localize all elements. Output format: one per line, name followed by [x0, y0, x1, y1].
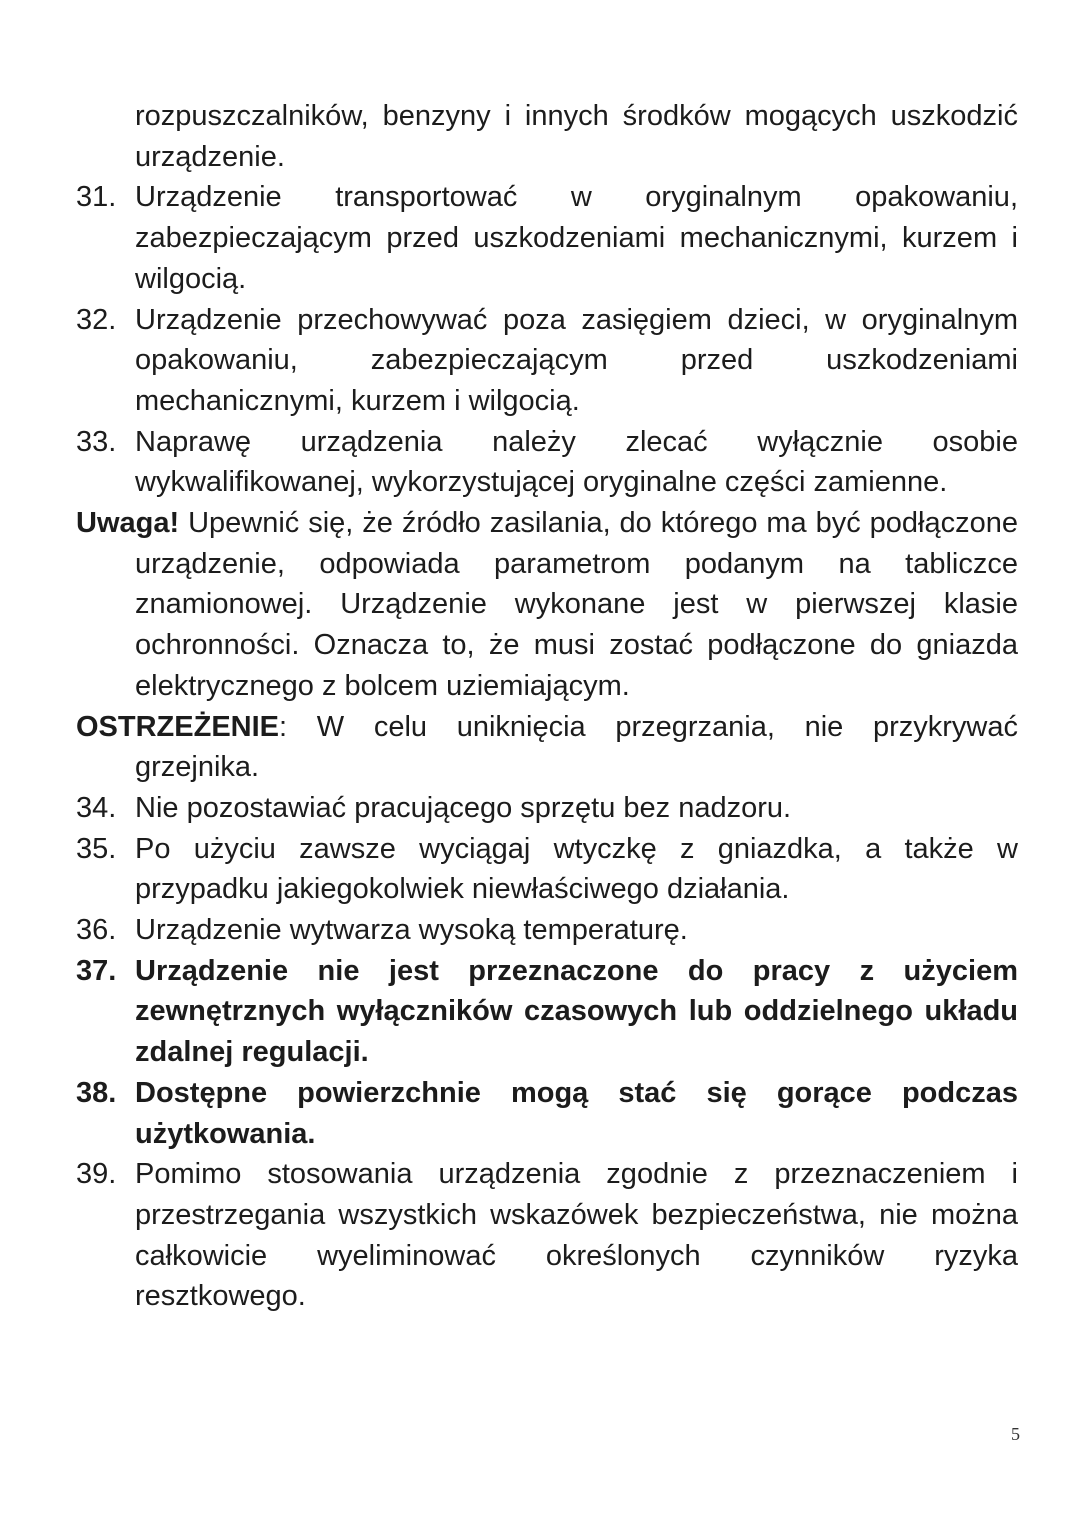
list-item-number: 39.: [76, 1158, 117, 1191]
list-item-text: Urządzenie wytwarza wysoką temperaturę.: [135, 914, 688, 947]
list-item-38: [76, 1073, 1018, 1154]
list-item-number: 36.: [76, 914, 117, 947]
list-item-text: Naprawę urządzenia należy zlecać wyłącznie osobie wykwalifikowanej, wykorzystującej oryginalne części zamienne.: [135, 425, 1018, 499]
list-item-34: [76, 788, 1018, 829]
list-item-text: Urządzenie przechowywać poza zasięgiem dzieci, w oryginalnym opakowaniu, zabezpieczającym przed uszkodzeniami mechanicznymi, kurzem i wilgocią.: [135, 303, 1018, 417]
warning-separator: :: [279, 710, 288, 743]
list-item-text: Urządzenie nie jest przeznaczone do pracy z użyciem zewnętrznych wyłączników czasowych lub oddzielnego układu zdalnej regulacji.: [135, 954, 1018, 1069]
list-item-number: 38.: [76, 1076, 117, 1109]
warning-text: W celu uniknięcia przegrzania, nie przykrywać grzejnika.: [135, 710, 1018, 784]
list-item-text: Urządzenie transportować w oryginalnym opakowaniu, zabezpieczającym przed uszkodzeniami mechanicznymi, kurzem i wilgocią.: [135, 181, 1018, 295]
list-item-36: [76, 910, 1018, 951]
list-item-text: Dostępne powierzchnie mogą stać się gorące podczas użytkowania.: [135, 1076, 1018, 1150]
list-item-31: [76, 177, 1018, 299]
warning-label: OSTRZEŻENIE: [76, 710, 280, 743]
list-item-32: [76, 300, 1018, 422]
list-item-33: [76, 422, 1018, 503]
notice-label: Uwaga!: [76, 507, 180, 540]
list-item-37: [76, 951, 1018, 1073]
list-item-number: 37.: [76, 954, 117, 987]
list-item-text: Nie pozostawiać pracującego sprzętu bez nadzoru.: [135, 791, 792, 824]
list-item-number: 32.: [76, 303, 117, 336]
warning-paragraph: [76, 707, 1018, 788]
notice-text: Upewnić się, że źródło zasilania, do którego ma być podłączone urządzenie, odpowiada parametrom podanym na tabliczce znamionowej. Urządzenie wykonane jest w pierwszej klasie ochronności. Oznacza to, że musi zostać podłączone do gniazda elektrycznego z bolcem uziemiającym.: [135, 507, 1018, 702]
continued-paragraph: rozpuszczalników, benzyny i innych środków mogących uszkodzić urządzenie.: [135, 100, 1018, 173]
list-item-35: [76, 829, 1018, 910]
page-number: 5: [1011, 1424, 1020, 1444]
list-item-text: Pomimo stosowania urządzenia zgodnie z przeznaczeniem i przestrzegania wszystkich wskazówek bezpieczeństwa, nie można całkowicie wyeliminować określonych czynników ryzyka resztkowego.: [135, 1158, 1018, 1313]
list-item-number: 33.: [76, 425, 117, 458]
list-item-39: [76, 1154, 1018, 1317]
instructions-body: [76, 96, 1018, 1317]
list-item-text: Po użyciu zawsze wyciągaj wtyczkę z gniazdka, a także w przypadku jakiegokolwiek niewłaściwego działania.: [135, 832, 1018, 906]
list-item-number: 31.: [76, 181, 117, 214]
list-item-number: 34.: [76, 791, 117, 824]
notice-paragraph: [76, 503, 1018, 707]
list-item-number: 35.: [76, 832, 117, 865]
